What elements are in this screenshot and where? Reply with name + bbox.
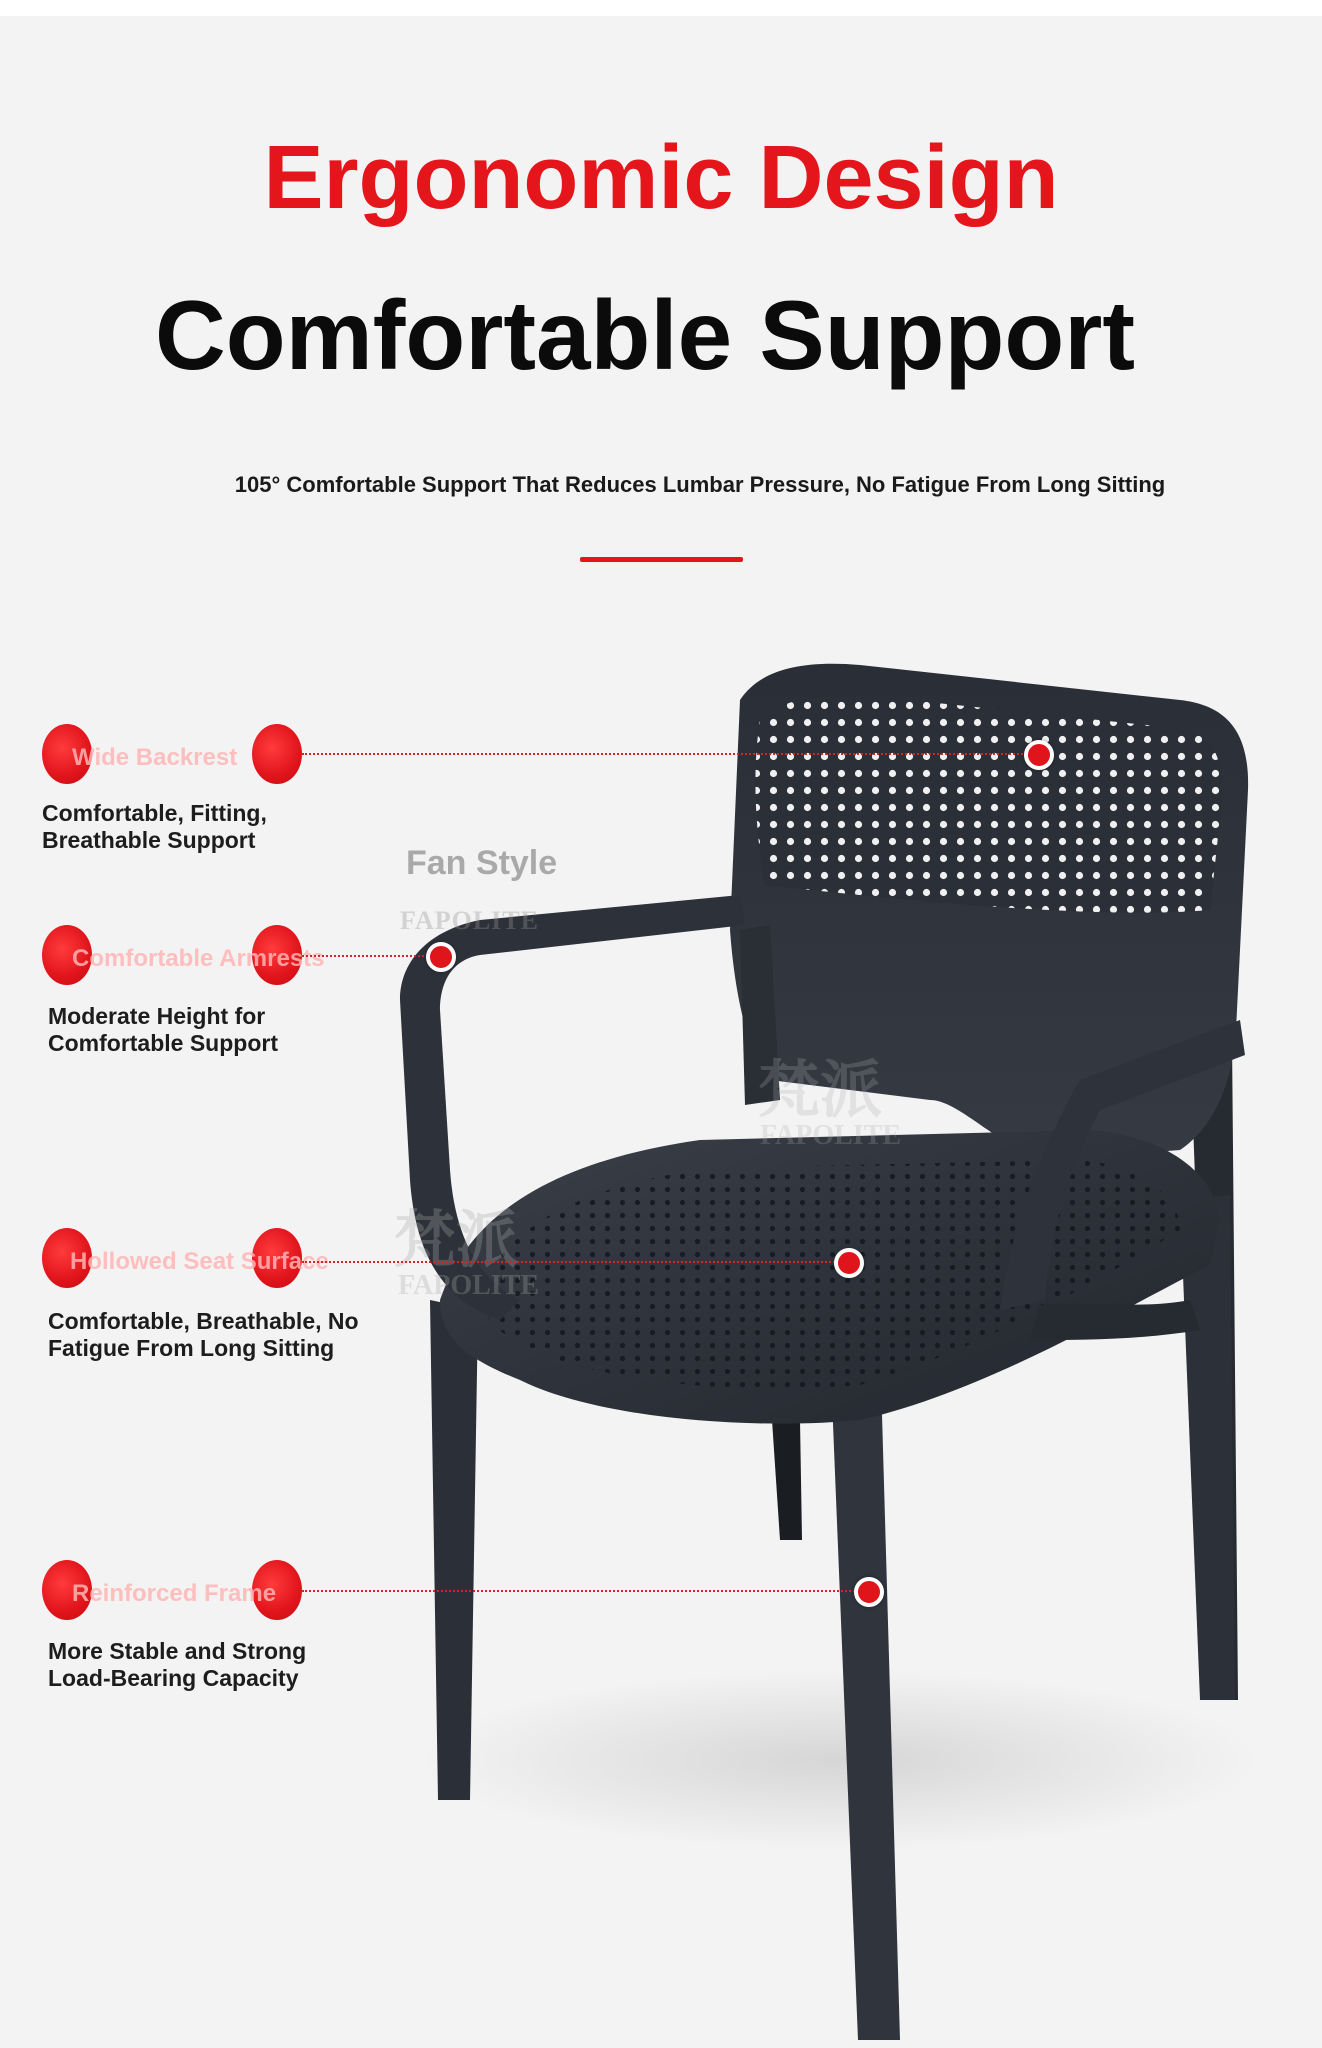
feature-title: Hollowed Seat Surface (70, 1248, 329, 1275)
feature-label-frame (42, 1560, 302, 1620)
feature-label-backrest (42, 724, 302, 784)
description-line: Breathable Support (42, 827, 256, 853)
feature-description (48, 1638, 388, 1692)
description-line: Comfortable, Fitting, (42, 800, 267, 826)
feature-label-seat (42, 1228, 329, 1288)
description-line: Load-Bearing Capacity (48, 1665, 299, 1691)
callout-line (302, 1261, 838, 1263)
brand-watermark: Fan Style (406, 844, 558, 882)
feature-title: Reinforced Frame (72, 1580, 277, 1607)
feature-title: Wide Backrest (72, 744, 238, 771)
headline: Comfortable Support (155, 280, 1135, 390)
description-line: More Stable and Strong (48, 1638, 307, 1664)
brand-watermark-cn: 梵派 (758, 1057, 883, 1125)
target-dot (854, 1577, 884, 1607)
feature-label-armrests (42, 925, 325, 985)
target-dot (426, 942, 456, 972)
target-dot (1024, 740, 1054, 770)
feature-description (48, 1003, 388, 1057)
brand-watermark-latin: FAPOLITE (400, 906, 539, 935)
brand-watermark-cn-2: 梵派 (394, 1207, 519, 1275)
callout-line (302, 753, 1038, 755)
page-title: Ergonomic Design (263, 128, 1059, 228)
feature-description (42, 800, 382, 854)
description-line: Comfortable, Breathable, No (48, 1308, 359, 1334)
description-line: Moderate Height for (48, 1003, 266, 1029)
feature-description (48, 1308, 388, 1362)
pill-right (252, 724, 302, 784)
subtitle: 105° Comfortable Support That Reduces Lumbar Pressure, No Fatigue From Long Sitting (234, 472, 1166, 497)
feature-title: Comfortable Armrests (72, 945, 325, 972)
target-dot (834, 1248, 864, 1278)
brand-watermark-latin-2: FAPOLITE (760, 1120, 902, 1151)
callout-line (302, 1590, 858, 1592)
brand-watermark-latin-3: FAPOLITE (398, 1270, 540, 1301)
callout-line (302, 955, 436, 957)
description-line: Fatigue From Long Sitting (48, 1335, 335, 1361)
description-line: Comfortable Support (48, 1030, 278, 1056)
